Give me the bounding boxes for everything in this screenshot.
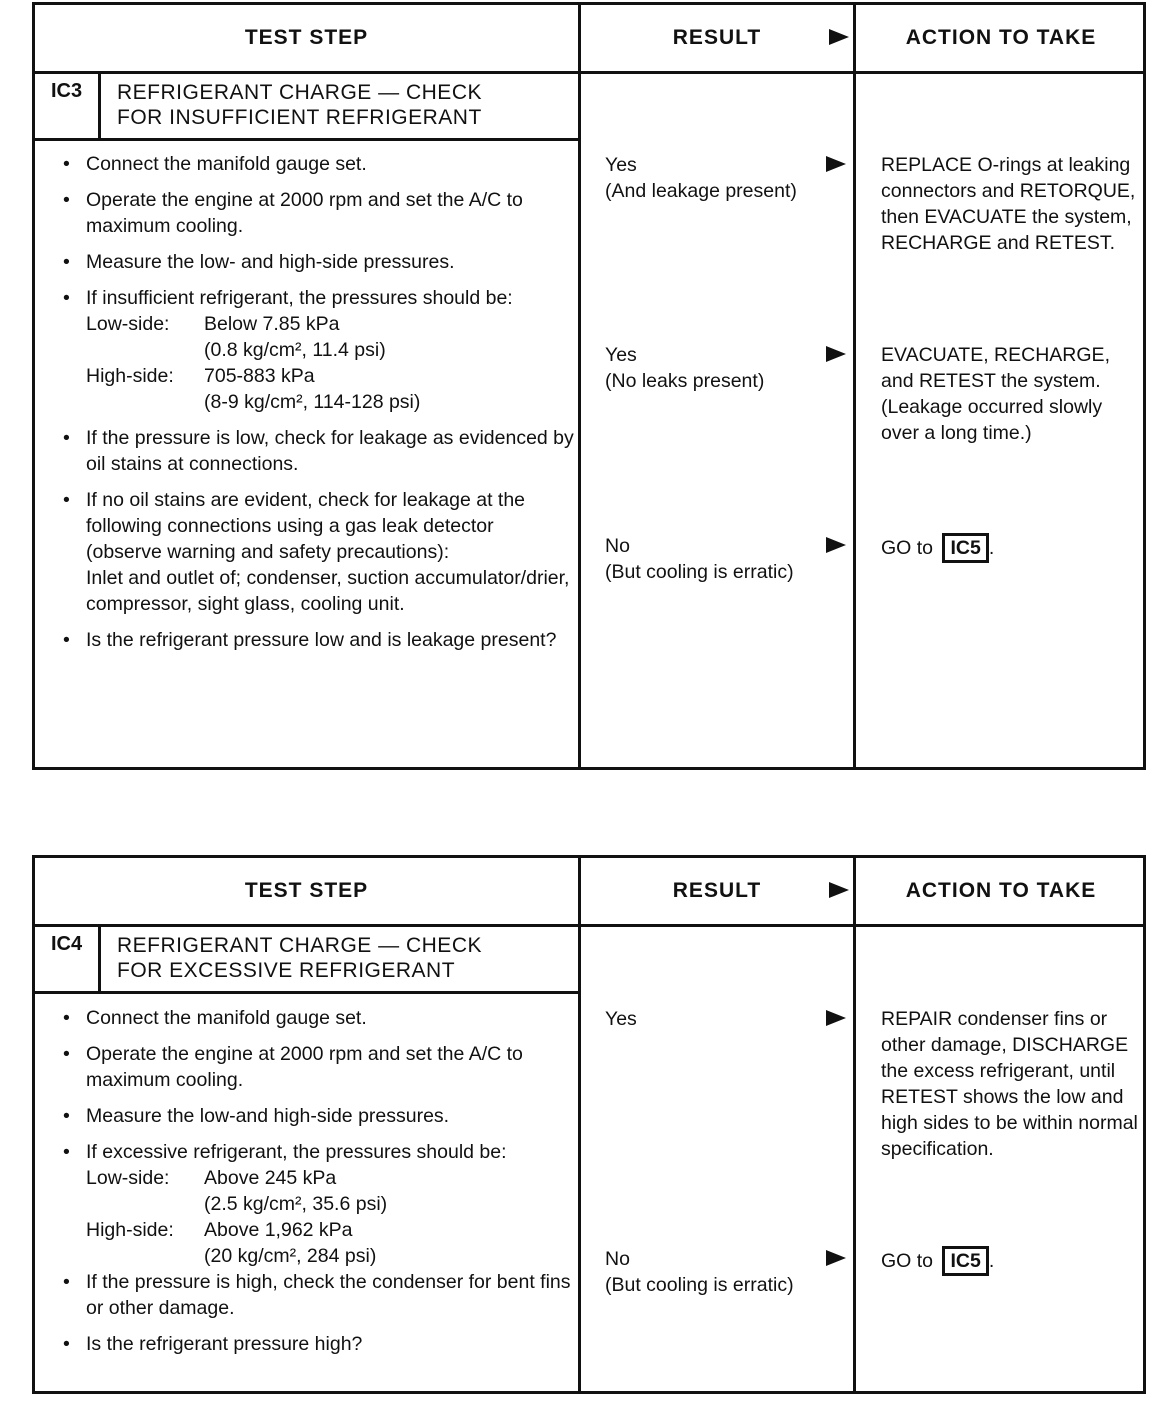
list-item [59,1331,574,1357]
pressure-label: High-side: [86,365,174,387]
pressure-low-row [86,311,574,337]
goto-link-ic5[interactable]: IC5 [942,533,988,563]
arrow-right-icon [826,1010,846,1026]
bullet-icon: • [63,189,70,211]
goto-action [881,1246,1143,1276]
result-label: Yes [605,154,637,176]
goto-prefix: GO to [881,537,934,559]
pressure-high-row [86,1217,574,1243]
result-entry [605,1006,845,1032]
bullet-icon: • [63,287,70,309]
list-item [59,151,574,177]
bullet-icon: • [63,1043,70,1065]
bullet-icon: • [63,251,70,273]
step-id-box [35,74,578,141]
test-table-ic3 [32,2,1146,770]
result-label: Yes [605,1008,637,1030]
arrow-right-icon [826,537,846,553]
result-label: No [605,1248,630,1270]
arrow-right-icon [829,29,849,45]
column-divider [853,858,856,1391]
header-action: ACTION TO TAKE [905,879,1097,902]
result-entry [605,533,845,585]
step-text: Is the refrigerant pressure high? [86,1333,363,1355]
step-list [59,151,574,663]
result-label: No [605,535,630,557]
result-label: Yes [605,344,637,366]
list-item [59,1005,574,1031]
list-item [59,1139,574,1269]
step-text: Operate the engine at 2000 rpm and set the A/C to maximum cooling. [86,189,523,237]
header-result [581,858,853,924]
list-item [59,487,574,617]
step-title-line: FOR EXCESSIVE REFRIGERANT [117,959,456,982]
result-note: (But cooling is erratic) [605,561,794,583]
step-list [59,1005,574,1367]
column-divider [578,5,581,767]
step-text: If no oil stains are evident, check for leakage at the following connections using a gas leak detector (observe warning and safety precautions): [86,489,526,563]
bullet-icon: • [63,1007,70,1029]
step-text: Measure the low-and high-side pressures. [86,1105,450,1127]
bullet-icon: • [63,629,70,651]
bullet-icon: • [63,1141,70,1163]
goto-prefix: GO to [881,1250,934,1272]
step-id: IC4 [35,927,101,991]
goto-action [881,533,1143,563]
connections-text: Inlet and outlet of; condenser, suction accumulator/drier, compressor, sight glass, cooling unit. [86,567,570,615]
step-text: If excessive refrigerant, the pressures should be: [86,1141,507,1163]
step-text: Is the refrigerant pressure low and is leakage present? [86,629,557,651]
header-test-step: TEST STEP [244,879,369,902]
result-note: (No leaks present) [605,370,765,392]
bullet-icon: • [63,1105,70,1127]
list-item [59,285,574,415]
bullet-icon: • [63,489,70,511]
column-divider [853,5,856,767]
arrow-right-icon [829,882,849,898]
goto-suffix: . [988,1250,995,1272]
action-text: EVACUATE, RECHARGE, and RETEST the system. (Leakage occurred slowly over a long time.) [881,344,1110,444]
list-item [59,249,574,275]
action-text: REPAIR condenser fins or other damage, DISCHARGE the excess refrigerant, until RETEST shows the low and high sides to be within normal specification. [881,1008,1138,1160]
step-title-line: REFRIGERANT CHARGE — CHECK [117,81,482,104]
step-title-line: REFRIGERANT CHARGE — CHECK [117,934,482,957]
arrow-right-icon [826,1250,846,1266]
header-result-label: RESULT [672,26,762,49]
list-item [59,627,574,653]
result-entry [605,152,845,204]
step-id-box [35,927,578,994]
header-result [581,5,853,71]
pressure-sub: (20 kg/cm², 284 psi) [204,1245,377,1267]
bullet-icon: • [63,427,70,449]
step-title [117,80,567,130]
pressure-label: High-side: [86,1219,174,1241]
step-id: IC3 [35,74,101,138]
header-result-label: RESULT [672,879,762,902]
arrow-right-icon [826,156,846,172]
step-text: Connect the manifold gauge set. [86,1007,367,1029]
list-item [59,1269,574,1321]
step-text: If the pressure is low, check for leakage as evidenced by oil stains at connections. [86,427,574,475]
step-text: Operate the engine at 2000 rpm and set the A/C to maximum cooling. [86,1043,523,1091]
pressure-sub: (8-9 kg/cm², 114-128 psi) [204,391,421,413]
goto-suffix: . [988,537,995,559]
result-entry [605,342,845,394]
pressure-sub: (2.5 kg/cm², 35.6 psi) [204,1193,388,1215]
test-table-ic4 [32,855,1146,1394]
column-divider [578,858,581,1391]
step-title-line: FOR INSUFFICIENT REFRIGERANT [117,106,482,129]
pressure-low-row [86,1165,574,1191]
list-item [59,187,574,239]
list-item [59,425,574,477]
goto-link-ic5[interactable]: IC5 [942,1246,988,1276]
result-note: (But cooling is erratic) [605,1274,794,1296]
step-text: Measure the low- and high-side pressures. [86,251,455,273]
result-note: (And leakage present) [605,180,797,202]
header-test-step: TEST STEP [244,26,369,49]
step-text: Connect the manifold gauge set. [86,153,367,175]
bullet-icon: • [63,1271,70,1293]
pressure-high-row [86,363,574,389]
pressure-label: Low-side: [86,1167,170,1189]
header-action: ACTION TO TAKE [905,26,1097,49]
pressure-value: Above 1,962 kPa [204,1219,353,1241]
arrow-right-icon [826,346,846,362]
pressure-label: Low-side: [86,313,170,335]
pressure-sub: (0.8 kg/cm², 11.4 psi) [204,339,386,361]
list-item [59,1041,574,1093]
step-text: If the pressure is high, check the condenser for bent fins or other damage. [86,1271,571,1319]
list-item [59,1103,574,1129]
step-title [117,933,567,983]
step-text: If insufficient refrigerant, the pressures should be: [86,287,513,309]
pressure-value: Below 7.85 kPa [204,313,340,335]
pressure-value: Above 245 kPa [204,1167,337,1189]
action-text: REPLACE O-rings at leaking connectors and RETORQUE, then EVACUATE the system, RECHARGE and RETEST. [881,154,1136,254]
bullet-icon: • [63,1333,70,1355]
bullet-icon: • [63,153,70,175]
pressure-value: 705-883 kPa [204,365,315,387]
result-entry [605,1246,845,1298]
